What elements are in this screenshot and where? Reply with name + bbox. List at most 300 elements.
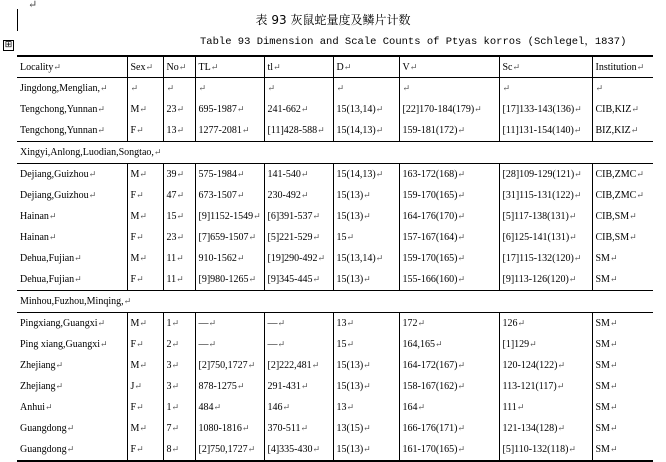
cell-end-mark: ↵ bbox=[123, 296, 132, 306]
table-cell[interactable] bbox=[592, 313, 653, 335]
table-cell[interactable] bbox=[592, 99, 653, 120]
cell-end-mark: ↵ bbox=[176, 253, 184, 263]
cell-end-mark: ↵ bbox=[346, 339, 355, 349]
table-cell[interactable] bbox=[195, 334, 264, 355]
table-cell[interactable] bbox=[333, 227, 399, 248]
table-cell[interactable] bbox=[17, 269, 127, 291]
table-cell[interactable] bbox=[264, 248, 333, 269]
table-cell[interactable] bbox=[399, 313, 499, 335]
cell-text: [6]391-537 bbox=[267, 211, 313, 222]
table-cell[interactable] bbox=[17, 439, 127, 461]
cell-end-mark: ↵ bbox=[176, 190, 185, 200]
table-cell[interactable] bbox=[127, 99, 163, 120]
table-cell[interactable] bbox=[499, 120, 592, 142]
table-cell[interactable] bbox=[264, 206, 333, 227]
table-cell[interactable] bbox=[499, 99, 592, 120]
table-cell[interactable] bbox=[592, 206, 653, 227]
cell-text: 164-172(167) bbox=[402, 360, 458, 371]
cell-end-mark: ↵ bbox=[312, 444, 321, 454]
cell-end-mark: ↵ bbox=[248, 232, 257, 242]
table-cell[interactable] bbox=[333, 248, 399, 269]
cell-end-mark: ↵ bbox=[529, 339, 537, 349]
table-cell[interactable] bbox=[17, 120, 127, 142]
table-cell[interactable] bbox=[399, 355, 499, 376]
cell-text: Hainan bbox=[20, 211, 49, 222]
cell-text: [5]110-132(118) bbox=[502, 444, 569, 455]
table-cell[interactable] bbox=[499, 334, 592, 355]
table-cell[interactable] bbox=[264, 334, 333, 355]
cell-end-mark: ↵ bbox=[516, 402, 525, 412]
cell-end-mark: ↵ bbox=[609, 360, 618, 370]
table-cell[interactable] bbox=[399, 397, 499, 418]
cell-text: 158-167(162) bbox=[402, 381, 458, 392]
cell-end-mark: ↵ bbox=[557, 360, 566, 370]
table-cell[interactable] bbox=[127, 334, 163, 355]
table-cell[interactable] bbox=[333, 120, 399, 142]
cell-end-mark: ↵ bbox=[210, 61, 219, 72]
cell-end-mark: ↵ bbox=[457, 232, 466, 242]
cell-end-mark: ↵ bbox=[595, 83, 604, 93]
cell-text: Guangdong bbox=[20, 423, 67, 434]
table-cell[interactable] bbox=[333, 78, 399, 100]
table-cell[interactable] bbox=[195, 355, 264, 376]
cell-text: 3 bbox=[166, 360, 172, 371]
cell-text: 1 bbox=[166, 402, 172, 413]
cell-text: SM bbox=[595, 402, 610, 413]
table-cell[interactable] bbox=[333, 355, 399, 376]
cell-text: 47 bbox=[166, 190, 177, 201]
table-cell[interactable] bbox=[399, 269, 499, 291]
table-cell[interactable] bbox=[17, 164, 127, 186]
cell-text: 241-662 bbox=[267, 104, 301, 115]
table-cell[interactable] bbox=[127, 248, 163, 269]
cell-text: 155-166(160) bbox=[402, 274, 458, 285]
table-cell[interactable] bbox=[499, 164, 592, 186]
table-cell[interactable] bbox=[333, 397, 399, 418]
table-cell[interactable] bbox=[163, 376, 195, 397]
cell-end-mark: ↵ bbox=[53, 61, 61, 72]
cell-text: 121-134(128) bbox=[502, 423, 558, 434]
table-cell[interactable] bbox=[127, 164, 163, 186]
table-cell[interactable] bbox=[195, 313, 264, 335]
table-cell[interactable] bbox=[264, 185, 333, 206]
table-cell[interactable] bbox=[17, 313, 127, 335]
table-cell[interactable] bbox=[499, 313, 592, 335]
cell-end-mark: ↵ bbox=[568, 444, 576, 454]
table-cell[interactable] bbox=[127, 120, 163, 142]
cell-text: SM bbox=[595, 360, 610, 371]
table-cell[interactable] bbox=[592, 269, 653, 291]
cell-text: SM bbox=[595, 423, 610, 434]
table-cell[interactable] bbox=[264, 120, 333, 142]
table-cell[interactable] bbox=[163, 313, 195, 335]
table-cell[interactable] bbox=[264, 376, 333, 397]
cell-end-mark: ↵ bbox=[573, 125, 582, 135]
cell-text: 673-1507 bbox=[198, 190, 237, 201]
table-cell[interactable] bbox=[499, 397, 592, 418]
table-cell[interactable] bbox=[333, 313, 399, 335]
cell-end-mark: ↵ bbox=[139, 423, 147, 433]
table-cell[interactable] bbox=[163, 397, 195, 418]
cell-text: 15(13) bbox=[336, 190, 364, 201]
table-cell[interactable] bbox=[499, 78, 592, 100]
table-cell[interactable] bbox=[592, 376, 653, 397]
table-cell[interactable] bbox=[333, 269, 399, 291]
cell-end-mark: ↵ bbox=[247, 444, 256, 454]
table-title-chinese: 表 93 灰鼠蛇量度及鳞片计数 bbox=[255, 13, 411, 27]
table-cell[interactable] bbox=[399, 164, 499, 186]
table-cell[interactable] bbox=[264, 313, 333, 335]
table-cell[interactable] bbox=[195, 248, 264, 269]
cell-end-mark: ↵ bbox=[363, 444, 371, 454]
table-cell[interactable] bbox=[163, 227, 195, 248]
table-cell[interactable] bbox=[592, 164, 653, 186]
table-cell[interactable] bbox=[333, 164, 399, 186]
cell-end-mark: ↵ bbox=[609, 318, 618, 328]
table-cell[interactable] bbox=[127, 206, 163, 227]
cell-end-mark: ↵ bbox=[241, 125, 250, 135]
table-cell[interactable] bbox=[195, 99, 264, 120]
table-cell[interactable] bbox=[195, 418, 264, 439]
cell-text: 695-1987 bbox=[198, 104, 237, 115]
cell-end-mark: ↵ bbox=[457, 381, 466, 391]
cell-text: 11 bbox=[166, 253, 177, 264]
cell-text: CIB,ZMC bbox=[595, 190, 637, 201]
table-row bbox=[17, 269, 653, 291]
cell-end-mark: ↵ bbox=[517, 318, 526, 328]
table-move-handle-icon[interactable]: ⊞ bbox=[4, 40, 13, 50]
cell-text: F bbox=[130, 444, 137, 455]
cell-end-mark: ↵ bbox=[171, 360, 180, 370]
table-cell[interactable] bbox=[499, 185, 592, 206]
cell-end-mark: ↵ bbox=[253, 211, 261, 221]
table-cell[interactable] bbox=[195, 164, 264, 186]
table-cell[interactable] bbox=[399, 334, 499, 355]
cell-end-mark: ↵ bbox=[88, 169, 97, 179]
table-cell[interactable] bbox=[333, 99, 399, 120]
cell-end-mark: ↵ bbox=[609, 402, 618, 412]
table-cell[interactable] bbox=[592, 185, 653, 206]
cell-end-mark: ↵ bbox=[213, 402, 222, 412]
cell-text: 15(13) bbox=[336, 444, 364, 455]
table-cell[interactable] bbox=[264, 355, 333, 376]
table-cell[interactable] bbox=[333, 334, 399, 355]
table-cell[interactable] bbox=[163, 439, 195, 461]
table-cell[interactable] bbox=[163, 269, 195, 291]
cell-text: [5]117-138(131) bbox=[502, 211, 569, 222]
table-cell[interactable] bbox=[592, 248, 653, 269]
cell-end-mark: ↵ bbox=[176, 125, 185, 135]
cell-text: CIB,SM bbox=[595, 232, 630, 243]
cell-end-mark: ↵ bbox=[457, 444, 466, 454]
table-cell[interactable] bbox=[592, 418, 653, 439]
table-cell[interactable] bbox=[163, 99, 195, 120]
table-cell[interactable] bbox=[17, 248, 127, 269]
column-header-d: D↵ bbox=[333, 56, 399, 78]
cell-text: Tengchong,Yunnan bbox=[20, 125, 98, 136]
cell-text: [2]222,481 bbox=[267, 360, 312, 371]
cell-end-mark: ↵ bbox=[363, 381, 371, 391]
table-cell[interactable] bbox=[499, 206, 592, 227]
cell-end-mark: ↵ bbox=[573, 253, 582, 263]
table-row bbox=[17, 206, 653, 227]
table-cell[interactable] bbox=[17, 291, 653, 313]
cell-end-mark: ↵ bbox=[363, 190, 371, 200]
table-cell[interactable] bbox=[499, 355, 592, 376]
table-cell[interactable] bbox=[127, 269, 163, 291]
cell-text: [9]980-1265 bbox=[198, 274, 249, 285]
cell-text: M bbox=[130, 423, 140, 434]
cell-end-mark: ↵ bbox=[198, 83, 207, 93]
table-cell[interactable] bbox=[399, 376, 499, 397]
cell-text: Pingxiang,Guangxi bbox=[20, 318, 98, 329]
table-cell[interactable] bbox=[163, 78, 195, 100]
table-cell[interactable] bbox=[592, 439, 653, 461]
table-cell[interactable] bbox=[195, 376, 264, 397]
table-cell[interactable] bbox=[127, 78, 163, 100]
table-cell[interactable] bbox=[399, 120, 499, 142]
column-header-v: V↵ bbox=[399, 56, 499, 78]
table-cell[interactable] bbox=[127, 418, 163, 439]
cell-text: [9]113-126(120) bbox=[502, 274, 569, 285]
table-cell[interactable] bbox=[163, 334, 195, 355]
cell-text: 370-511 bbox=[267, 423, 301, 434]
cell-end-mark: ↵ bbox=[363, 423, 371, 433]
cell-text: SM bbox=[595, 381, 610, 392]
table-cell[interactable] bbox=[127, 376, 163, 397]
table-cell[interactable] bbox=[17, 397, 127, 418]
table-row bbox=[17, 439, 653, 461]
column-header-sex: Sex↵ bbox=[127, 56, 163, 78]
cell-text: 15 bbox=[166, 211, 177, 222]
table-cell[interactable] bbox=[399, 185, 499, 206]
cell-end-mark: ↵ bbox=[171, 339, 180, 349]
cell-end-mark: ↵ bbox=[609, 253, 618, 263]
table-cell[interactable] bbox=[399, 418, 499, 439]
table-row bbox=[17, 334, 653, 355]
table-cell[interactable] bbox=[17, 142, 653, 164]
table-cell[interactable] bbox=[399, 78, 499, 100]
cell-end-mark: ↵ bbox=[636, 190, 644, 200]
table-cell[interactable] bbox=[499, 227, 592, 248]
table-cell[interactable] bbox=[195, 439, 264, 461]
table-cell[interactable] bbox=[399, 206, 499, 227]
table-row bbox=[17, 376, 653, 397]
cell-end-mark: ↵ bbox=[312, 211, 321, 221]
column-header-tl: tl↵ bbox=[264, 56, 333, 78]
table-cell[interactable] bbox=[264, 78, 333, 100]
table-title-english: Table 93 Dimension and Scale Counts of Ptyas korros (Schlegel，1837) bbox=[200, 36, 627, 48]
cell-text: 2 bbox=[166, 339, 172, 350]
cell-text: 910-1562 bbox=[198, 253, 237, 264]
cell-text: Guangdong bbox=[20, 444, 67, 455]
cell-end-mark: ↵ bbox=[609, 381, 618, 391]
table-cell[interactable] bbox=[163, 164, 195, 186]
table-cell[interactable] bbox=[17, 376, 127, 397]
cell-end-mark: ↵ bbox=[97, 104, 105, 114]
table-cell[interactable] bbox=[264, 439, 333, 461]
table-cell[interactable] bbox=[592, 78, 653, 100]
cell-end-mark: ↵ bbox=[609, 339, 618, 349]
cell-end-mark: ↵ bbox=[136, 444, 144, 454]
cell-end-mark: ↵ bbox=[317, 125, 325, 135]
table-cell[interactable] bbox=[499, 418, 592, 439]
table-cell[interactable] bbox=[399, 227, 499, 248]
table-cell[interactable] bbox=[163, 185, 195, 206]
table-cell[interactable] bbox=[195, 206, 264, 227]
table-row bbox=[17, 164, 653, 186]
cell-end-mark: ↵ bbox=[241, 423, 250, 433]
cell-text: [17]115-132(120) bbox=[502, 253, 574, 264]
cell-text: Anhui bbox=[20, 402, 45, 413]
table-cell[interactable] bbox=[499, 376, 592, 397]
table-cell[interactable] bbox=[195, 78, 264, 100]
cell-end-mark: ↵ bbox=[375, 125, 384, 135]
table-cell[interactable] bbox=[163, 206, 195, 227]
table-cell[interactable] bbox=[399, 248, 499, 269]
table-cell[interactable] bbox=[264, 418, 333, 439]
table-cell[interactable] bbox=[592, 397, 653, 418]
table-cell[interactable] bbox=[17, 227, 127, 248]
cell-text: SM bbox=[595, 339, 610, 350]
table-cell[interactable] bbox=[592, 334, 653, 355]
cell-text: 3 bbox=[166, 381, 172, 392]
table-cell[interactable] bbox=[333, 418, 399, 439]
table-cell[interactable] bbox=[592, 227, 653, 248]
cell-end-mark: ↵ bbox=[457, 125, 466, 135]
table-cell[interactable] bbox=[264, 397, 333, 418]
table-cell[interactable] bbox=[592, 355, 653, 376]
cell-end-mark: ↵ bbox=[629, 211, 637, 221]
table-cell[interactable] bbox=[195, 269, 264, 291]
cell-end-mark: ↵ bbox=[512, 61, 521, 72]
table-body bbox=[17, 78, 653, 462]
table-cell[interactable] bbox=[264, 269, 333, 291]
table-cell[interactable] bbox=[17, 78, 127, 100]
table-cell[interactable] bbox=[333, 206, 399, 227]
cell-end-mark: ↵ bbox=[136, 339, 144, 349]
cell-text: 878-1275 bbox=[198, 381, 237, 392]
cell-text: M bbox=[130, 169, 140, 180]
table-cell[interactable] bbox=[127, 227, 163, 248]
cell-end-mark: ↵ bbox=[176, 232, 185, 242]
table-cell[interactable] bbox=[499, 269, 592, 291]
cell-end-mark: ↵ bbox=[97, 318, 106, 328]
cell-end-mark: ↵ bbox=[457, 253, 466, 263]
table-cell[interactable] bbox=[127, 185, 163, 206]
table-cell[interactable] bbox=[163, 120, 195, 142]
cell-end-mark: ↵ bbox=[208, 339, 217, 349]
table-cell[interactable] bbox=[163, 355, 195, 376]
table-cell[interactable] bbox=[195, 120, 264, 142]
table-row bbox=[17, 120, 653, 142]
cell-end-mark: ↵ bbox=[208, 318, 217, 328]
table-cell[interactable] bbox=[127, 439, 163, 461]
table-cell[interactable] bbox=[195, 397, 264, 418]
table-cell[interactable] bbox=[127, 313, 163, 335]
table-cell[interactable] bbox=[333, 185, 399, 206]
table-row bbox=[17, 313, 653, 335]
table-cell[interactable] bbox=[499, 248, 592, 269]
table-cell[interactable] bbox=[163, 248, 195, 269]
cell-text: 164 bbox=[402, 402, 418, 413]
table-cell[interactable] bbox=[17, 185, 127, 206]
cell-end-mark: ↵ bbox=[300, 381, 309, 391]
table-cell[interactable] bbox=[399, 99, 499, 120]
cell-text: SM bbox=[595, 253, 610, 264]
cell-end-mark: ↵ bbox=[55, 360, 64, 370]
cell-end-mark: ↵ bbox=[457, 360, 466, 370]
cell-text: SM bbox=[595, 444, 610, 455]
table-cell[interactable] bbox=[195, 185, 264, 206]
table-cell[interactable] bbox=[163, 418, 195, 439]
cell-text: F bbox=[130, 402, 137, 413]
cell-end-mark: ↵ bbox=[247, 360, 256, 370]
column-header-institution: Institution↵ bbox=[592, 56, 653, 78]
cell-end-mark: ↵ bbox=[569, 232, 577, 242]
table-cell[interactable] bbox=[17, 418, 127, 439]
cell-text: M bbox=[130, 360, 140, 371]
cell-end-mark: ↵ bbox=[417, 318, 426, 328]
cell-end-mark: ↵ bbox=[557, 423, 566, 433]
cell-end-mark: ↵ bbox=[435, 339, 443, 349]
cell-text: 166-176(171) bbox=[402, 423, 458, 434]
table-cell[interactable] bbox=[195, 227, 264, 248]
cell-end-mark: ↵ bbox=[574, 104, 582, 114]
table-cell[interactable] bbox=[333, 439, 399, 461]
cell-text: 1 bbox=[166, 318, 172, 329]
cell-text: [22]170-184(179) bbox=[402, 104, 475, 115]
cell-end-mark: ↵ bbox=[236, 104, 245, 114]
cell-end-mark: ↵ bbox=[375, 253, 384, 263]
table-cell[interactable] bbox=[333, 376, 399, 397]
table-cell[interactable] bbox=[592, 120, 653, 142]
cell-text: CIB,SM bbox=[595, 211, 630, 222]
table-cell[interactable] bbox=[17, 355, 127, 376]
table-cell[interactable] bbox=[264, 227, 333, 248]
cell-end-mark: ↵ bbox=[171, 402, 180, 412]
cell-text: 13 bbox=[336, 318, 347, 329]
table-cell[interactable] bbox=[127, 355, 163, 376]
table-cell[interactable] bbox=[17, 206, 127, 227]
cell-end-mark: ↵ bbox=[66, 423, 75, 433]
cell-text: [28]109-129(121) bbox=[502, 169, 575, 180]
cell-text: Minhou,Fuzhou,Minqing, bbox=[20, 296, 124, 307]
table-cell[interactable] bbox=[127, 397, 163, 418]
cell-text: Xingyi,Anlong,Luodian,Songtao, bbox=[20, 147, 154, 158]
table-cell[interactable] bbox=[264, 164, 333, 186]
cell-end-mark: ↵ bbox=[277, 318, 286, 328]
table-cell[interactable] bbox=[399, 439, 499, 461]
table-cell[interactable] bbox=[17, 99, 127, 120]
cell-text: [9]1152-1549 bbox=[198, 211, 254, 222]
cell-end-mark: ↵ bbox=[236, 381, 245, 391]
cell-text: 120-124(122) bbox=[502, 360, 558, 371]
cell-end-mark: ↵ bbox=[609, 423, 618, 433]
table-cell[interactable] bbox=[264, 99, 333, 120]
cell-text: 13(15) bbox=[336, 423, 364, 434]
cell-text: 15(13) bbox=[336, 274, 364, 285]
cell-end-mark: ↵ bbox=[88, 190, 97, 200]
table-cell[interactable] bbox=[17, 334, 127, 355]
cell-end-mark: ↵ bbox=[136, 125, 144, 135]
cell-end-mark: ↵ bbox=[402, 83, 411, 93]
cell-end-mark: ↵ bbox=[629, 232, 637, 242]
table-cell[interactable] bbox=[499, 439, 592, 461]
cell-text: CIB,KIZ bbox=[595, 104, 632, 115]
cell-text: 575-1984 bbox=[198, 169, 237, 180]
cell-end-mark: ↵ bbox=[139, 360, 147, 370]
